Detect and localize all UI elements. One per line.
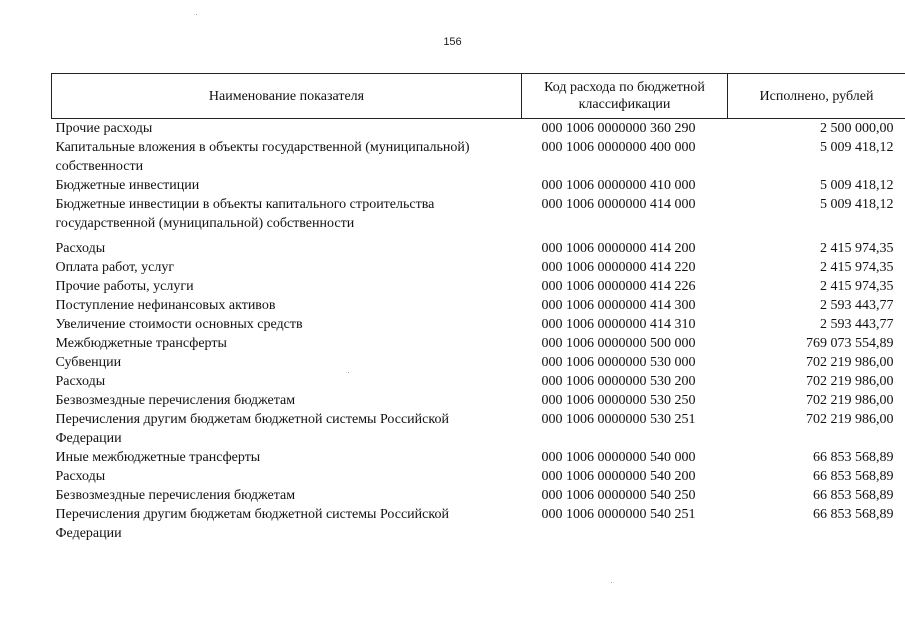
row-code: 000 1006 0000000 530 251 xyxy=(541,412,696,427)
table-row xyxy=(52,372,905,391)
row-code: 000 1006 0000000 400 000 xyxy=(541,140,696,155)
table-row xyxy=(52,505,905,543)
row-code: 000 1006 0000000 540 200 xyxy=(541,469,696,484)
table-row xyxy=(52,138,905,176)
header-executed-rubles: Исполнено, рублей xyxy=(728,74,905,119)
row-code: 000 1006 0000000 414 200 xyxy=(541,241,696,256)
header-indicator-name: Наименование показателя xyxy=(52,74,522,119)
table-row xyxy=(52,277,905,296)
table-row xyxy=(52,410,905,448)
row-name: Перечисления другим бюджетам бюджетной системы Российской Федерации xyxy=(55,412,449,446)
row-name: Бюджетные инвестиции в объекты капитального строительства государственной (муниципальной) собственности xyxy=(55,197,435,231)
row-sum: 66 853 568,89 xyxy=(813,469,894,484)
row-code: 000 1006 0000000 530 200 xyxy=(541,374,696,389)
row-name: Оплата работ, услуг xyxy=(55,260,175,275)
row-code: 000 1006 0000000 540 250 xyxy=(541,488,696,503)
row-sum: 2 415 974,35 xyxy=(820,260,894,275)
row-name: Межбюджетные трансферты xyxy=(55,336,227,351)
row-name: Безвозмездные перечисления бюджетам xyxy=(55,393,296,408)
table-row xyxy=(52,353,905,372)
row-name: Капитальные вложения в объекты государственной (муниципальной) собственности xyxy=(55,140,470,174)
scan-speck xyxy=(196,14,197,15)
table-row xyxy=(52,448,905,467)
row-name: Бюджетные инвестиции xyxy=(55,178,200,193)
row-name: Субвенции xyxy=(55,355,122,370)
row-sum: 702 219 986,00 xyxy=(806,374,894,389)
table-row xyxy=(52,467,905,486)
row-code: 000 1006 0000000 540 251 xyxy=(541,507,696,522)
row-name: Иные межбюджетные трансферты xyxy=(55,450,261,465)
row-sum: 2 593 443,77 xyxy=(820,317,894,332)
row-name: Перечисления другим бюджетам бюджетной системы Российской Федерации xyxy=(55,507,449,541)
row-code: 000 1006 0000000 414 300 xyxy=(541,298,696,313)
row-sum: 5 009 418,12 xyxy=(820,197,894,212)
row-code: 000 1006 0000000 414 226 xyxy=(541,279,696,294)
row-name: Поступление нефинансовых активов xyxy=(55,298,276,313)
table-row xyxy=(52,334,905,353)
scan-speck xyxy=(611,582,612,583)
row-sum: 5 009 418,12 xyxy=(820,140,894,155)
row-sum: 2 415 974,35 xyxy=(820,279,894,294)
row-code: 000 1006 0000000 414 220 xyxy=(541,260,696,275)
row-sum: 5 009 418,12 xyxy=(820,178,894,193)
row-name: Расходы xyxy=(55,374,106,389)
row-sum: 2 500 000,00 xyxy=(820,121,894,136)
row-sum: 2 593 443,77 xyxy=(820,298,894,313)
row-sum: 702 219 986,00 xyxy=(806,393,894,408)
row-code: 000 1006 0000000 414 310 xyxy=(541,317,696,332)
table-row xyxy=(52,176,905,195)
page-number: 156 xyxy=(443,36,462,48)
header-expense-code: Код расхода по бюджетной классификации xyxy=(522,74,728,119)
table-row xyxy=(52,119,905,139)
row-name: Прочие расходы xyxy=(55,121,153,136)
row-code: 000 1006 0000000 530 250 xyxy=(541,393,696,408)
row-code: 000 1006 0000000 500 000 xyxy=(541,336,696,351)
row-name: Прочие работы, услуги xyxy=(55,279,194,294)
row-sum: 702 219 986,00 xyxy=(806,412,894,427)
table-row xyxy=(52,239,905,258)
row-code: 000 1006 0000000 530 000 xyxy=(541,355,696,370)
table-row xyxy=(52,315,905,334)
row-sum: 769 073 554,89 xyxy=(806,336,894,351)
table-row xyxy=(52,195,905,239)
table-row xyxy=(52,486,905,505)
row-code: 000 1006 0000000 360 290 xyxy=(541,121,696,136)
row-name: Расходы xyxy=(55,241,106,256)
row-sum: 66 853 568,89 xyxy=(813,450,894,465)
table-row xyxy=(52,258,905,277)
row-name: Увеличение стоимости основных средств xyxy=(55,317,303,332)
row-code: 000 1006 0000000 410 000 xyxy=(541,178,696,193)
row-code: 000 1006 0000000 414 000 xyxy=(541,197,696,212)
row-name: Расходы xyxy=(55,469,106,484)
row-name: Безвозмездные перечисления бюджетам xyxy=(55,488,296,503)
row-sum: 66 853 568,89 xyxy=(813,488,894,503)
table-header-row xyxy=(52,74,905,119)
row-sum: 66 853 568,89 xyxy=(813,507,894,522)
table-row xyxy=(52,296,905,315)
row-sum: 2 415 974,35 xyxy=(820,241,894,256)
table-row xyxy=(52,391,905,410)
row-sum: 702 219 986,00 xyxy=(806,355,894,370)
budget-table xyxy=(51,73,905,543)
row-code: 000 1006 0000000 540 000 xyxy=(541,450,696,465)
